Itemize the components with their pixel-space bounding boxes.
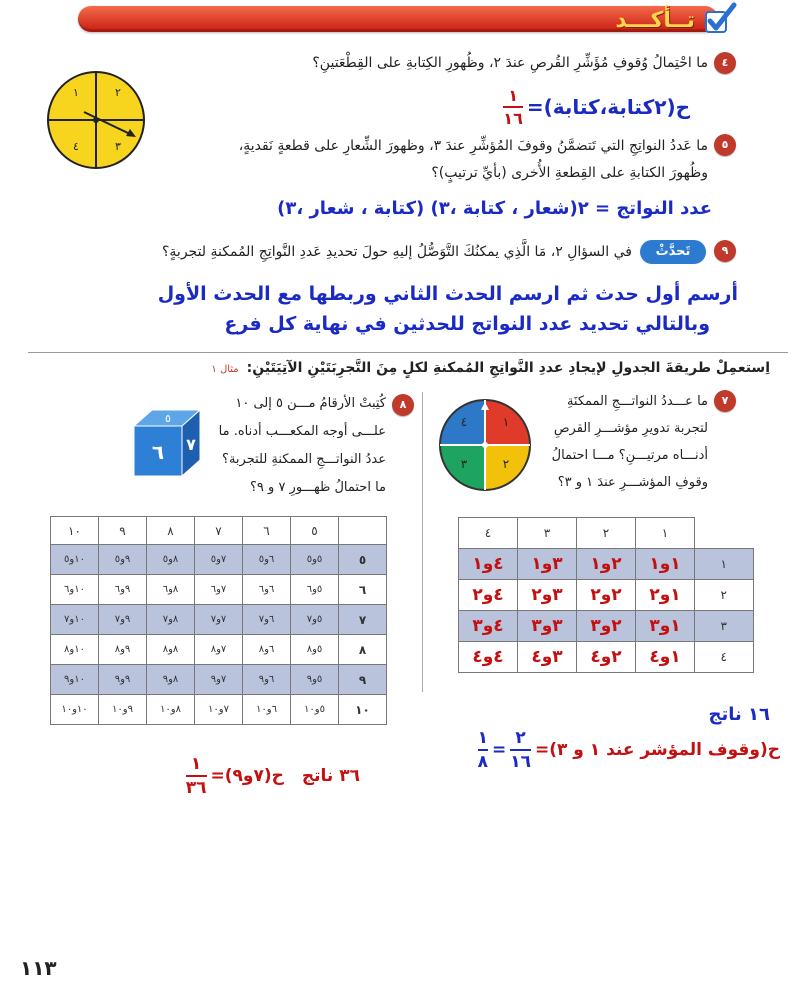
table-cell: ١و١ [636,549,695,580]
table-cell: ٩و١٠ [99,695,147,725]
table-cell: ٨و٦ [147,575,195,605]
row-header: ٢ [695,580,754,611]
table-cell: ٦و٨ [243,635,291,665]
table-cell: ١و٢ [636,580,695,611]
table-cell: ٦و٥ [243,545,291,575]
fraction-denominator: ٨ [477,752,488,772]
fraction-numerator: ١ [508,86,518,105]
table-cell: ٧و١٠ [195,695,243,725]
question-7-line: ما عـــددُ النواتـــجِ الممكنَةِ [566,394,708,409]
table-row [459,549,754,580]
table-cell: ٦و١٠ [243,695,291,725]
fraction-numerator: ١ [477,728,488,748]
question-number-badge: ٧ [714,390,736,412]
question-8-line: ما احتمالُ ظهـــورِ ٧ و ٩؟ [250,480,386,495]
table-row [51,605,387,635]
question-8-line: كُتِبتْ الأرقامُ مـــن ٥ إلى ١٠ [235,396,386,411]
number-cube [128,406,204,480]
table-cell: ٤و٢ [459,580,518,611]
table-cell: ٤و٤ [459,642,518,673]
answer-expression: ح(٧و٩)= [210,766,284,786]
spinner-label: ٤ [460,415,468,429]
table-row [51,545,387,575]
row-header: ٩ [339,665,387,695]
fraction-denominator: ٣٦ [185,778,207,798]
question-number-badge: ٥ [714,134,736,156]
spinner-label: ٢ [502,457,510,471]
table-cell: ٨و٥ [147,545,195,575]
column-header: ٥ [291,517,339,545]
table-header-row [459,518,754,549]
table-cell: ٥و٨ [291,635,339,665]
table-cell: ٨و٨ [147,635,195,665]
table-cell: ٢و١ [577,549,636,580]
outcomes-table-q7 [458,517,754,673]
question-number-badge: ٩ [714,240,736,262]
column-header: ٣ [518,518,577,549]
question-9-text: في السؤالِ ٢، مَا الَّذِي يمكنُكَ التَّوَصُّلُ إليهِ حولَ تحديدِ عَددِ النَّواتِجِ المُمكنةِ لتجربةٍ؟ [161,244,632,260]
question-7-answer [478,728,780,772]
table-cell: ٢و٣ [577,611,636,642]
table-row [459,580,754,611]
column-header: ٩ [99,517,147,545]
fraction-numerator: ١ [190,754,202,774]
table-cell: ١و٣ [636,611,695,642]
example-reference: مثال ١ [211,364,239,375]
table-cell: ٢و٤ [577,642,636,673]
table-cell: ٥و١٠ [291,695,339,725]
column-header: ١٠ [51,517,99,545]
question-5-line2: وظُهورَ الكتابةِ على القِطعةِ الأُخرى (بأيِّ ترتيبٍ)؟ [431,165,708,181]
page-number: ١١٣ [20,956,57,980]
fraction-denominator: ١٦ [510,752,531,772]
table-corner [339,517,387,545]
answer-fraction [478,728,488,772]
question-8-line: علـــى أوجه المكعـــب أدناه. ما [218,424,386,439]
talk-badge: تَحدَّثْ [640,240,706,264]
question-4-answer [503,86,690,128]
table-cell: ٦و٧ [243,605,291,635]
question-7-line: وقوفِ المؤشـــرِ عندَ ١ و ٣؟ [557,475,708,490]
table-cell: ٧و٦ [195,575,243,605]
spinner-label: ٢ [115,86,121,99]
answer-fraction [503,86,523,128]
question-7-text [508,388,708,496]
table-cell: ١٠و٧ [51,605,99,635]
table-cell: ٧و٧ [195,605,243,635]
table-cell: ٨و٩ [147,665,195,695]
table-cell: ٦و٦ [243,575,291,605]
cube-face: ٥ [165,412,171,425]
question-number-badge: ٤ [714,52,736,74]
question-9-answer-line2: وبالتالي تحديد عدد النواتج للحدثين في نهاية كل فرع [224,313,710,335]
cube-face: ٦ [151,440,165,464]
answer-fraction [186,754,207,798]
table-cell: ٩و٧ [99,605,147,635]
question-5-answer: عدد النواتج = ٢(شعار ، كتابة ،٣) (كتابة ، شعار ،٣) [277,198,712,219]
question-7-line: لتجربة تدويرِ مؤشـــرِ القرصِ [553,421,708,436]
table-cell: ٥و٧ [291,605,339,635]
table-header-row [51,517,387,545]
section-divider [28,352,788,353]
section-title: تــأكـــد [615,8,695,33]
table-cell: ٣و٤ [518,642,577,673]
answer-expression: ح(وقوف المؤشر عند ١ و ٣)= [534,740,780,760]
column-header: ١ [636,518,695,549]
question-9-answer-line1: أرسم أول حدث ثم ارسم الحدث الثاني وربطها مع الحدث الأول [157,283,738,305]
table-cell: ٧و٩ [195,665,243,695]
row-header: ١٠ [339,695,387,725]
checkmark-icon [702,2,738,38]
equals-sign: = [491,740,507,760]
table-row [459,611,754,642]
table-row [459,642,754,673]
table-cell: ٩و٩ [99,665,147,695]
table-row [51,665,387,695]
column-header: ٢ [577,518,636,549]
column-header: ٨ [147,517,195,545]
table-cell: ٧و٥ [195,545,243,575]
question-5-line1: ما عَددُ النواتِجِ التي تَتضمَّنُ وقوفَ المُؤشِّرِ عندَ ٣، وظهورَ الشِّعارِ على قطعةٍ نَقديةٍ، [238,138,708,154]
table-cell: ٢و٢ [577,580,636,611]
row-header: ٦ [339,575,387,605]
table-cell: ١٠و٦ [51,575,99,605]
table-cell: ٩و٥ [99,545,147,575]
answer-fraction [510,728,531,772]
answer-expression: ح(٢كتابة،كتابة)= [526,95,690,119]
table-cell: ٩و٦ [99,575,147,605]
row-header: ١ [695,549,754,580]
table-corner [695,518,754,549]
table-cell: ١٠و٩ [51,665,99,695]
table-cell: ٥و٥ [291,545,339,575]
table-cell: ٨و١٠ [147,695,195,725]
outcomes-table-q8 [50,516,387,725]
column-divider [422,392,423,692]
fraction-numerator: ٢ [515,728,526,748]
table-row [51,635,387,665]
column-header: ٤ [459,518,518,549]
table-row [51,695,387,725]
instruction-row [70,360,770,376]
fraction-denominator: ١٦ [503,109,523,128]
row-header: ٧ [339,605,387,635]
table-cell: ٣و٢ [518,580,577,611]
table-cell: ٩و٨ [99,635,147,665]
row-header: ٤ [695,642,754,673]
table-cell: ٥و٩ [291,665,339,695]
table-cell: ٤و٣ [459,611,518,642]
table-cell: ٤و١ [459,549,518,580]
table-row [51,575,387,605]
table-cell: ٣و١ [518,549,577,580]
table-cell: ٦و٩ [243,665,291,695]
question-7-line: أدنـــاه مرتيـــنِ؟ مـــا احتمالُ [551,448,708,463]
spinner-label: ١ [73,86,79,99]
question-8-answer [186,754,360,798]
table-cell: ٨و٧ [147,605,195,635]
spinner-label: ٤ [73,140,79,153]
row-header: ٥ [339,545,387,575]
question-8-count: ٣٦ ناتج [301,766,360,786]
spinner-label: ٣ [460,457,468,471]
cube-face: ٧ [186,435,196,454]
row-header: ٣ [695,611,754,642]
table-cell: ١٠و١٠ [51,695,99,725]
table-cell: ٣و٣ [518,611,577,642]
question-4-text: ما احْتِمالُ وُقوفِ مُؤَشِّرِ القُرصِ عندَ ٢، وظُهورِ الكِتابةِ على القِطْعَتينِ؟ [312,55,708,71]
column-header: ٦ [243,517,291,545]
question-7-count: ١٦ ناتج [708,704,770,725]
row-header: ٨ [339,635,387,665]
question-8-probability [186,754,284,798]
instruction-text: اِستعمِلْ طريقةَ الجدولِ لإيجادِ عددِ النَّواتِجِ المُمكنةِ لكلٍ مِنَ التَّجرِبَتَيْنِ الآتِيَتَيْنِ: [246,360,770,376]
spinner-label: ١ [502,415,510,429]
spinner-label: ٣ [115,140,121,153]
spinner-q7 [436,396,534,494]
column-header: ٧ [195,517,243,545]
question-8-line: عددُ النواتـــجِ الممكنةِ للتجربة؟ [222,452,386,467]
table-cell: ٧و٨ [195,635,243,665]
table-cell: ١و٤ [636,642,695,673]
table-cell: ١٠و٨ [51,635,99,665]
table-cell: ٥و٦ [291,575,339,605]
question-number-badge: ٨ [392,394,414,416]
table-cell: ١٠و٥ [51,545,99,575]
